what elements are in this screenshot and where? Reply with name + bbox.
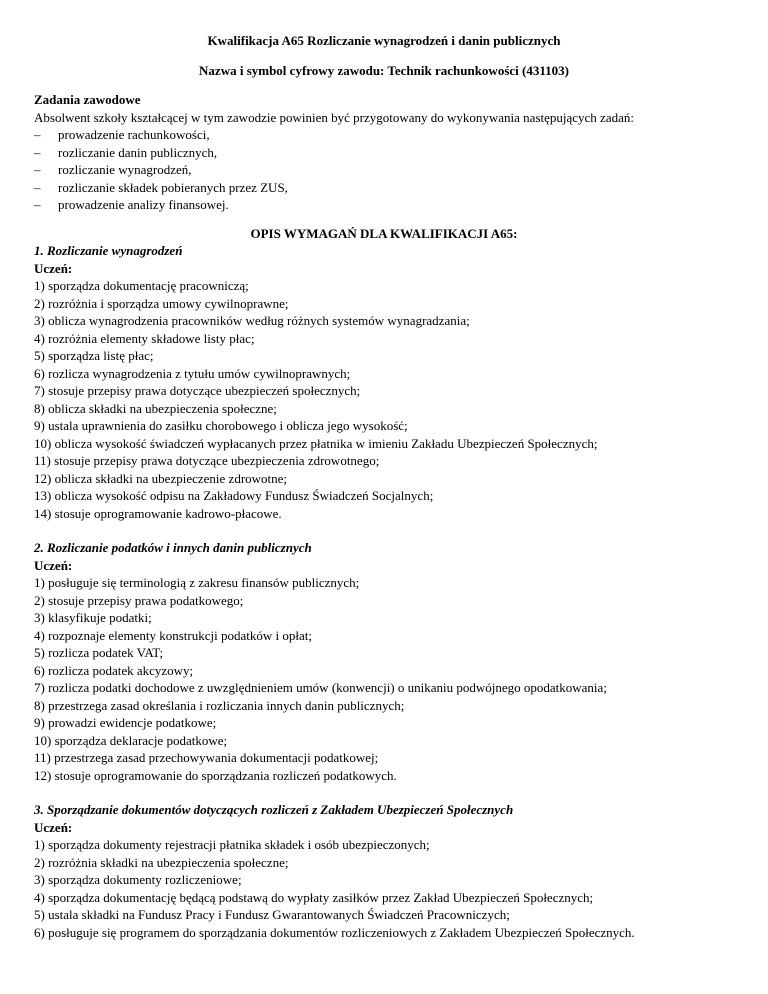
tasks-intro: Absolwent szkoły kształcącej w tym zawodzie powinien być przygotowany do wykonywania następujących zadań: (34, 109, 634, 125)
task-item-text: prowadzenie analizy finansowej. (58, 197, 229, 212)
requirement-item: 11) stosuje przepisy prawa dotyczące ubezpieczenia zdrowotnego; (34, 453, 380, 468)
student-label: Uczeń: (34, 260, 73, 276)
requirement-item: 6) rozlicza wynagrodzenia z tytułu umów cywilnoprawnych; (34, 365, 351, 381)
task-item-text: rozliczanie wynagrodzeń, (58, 162, 192, 177)
requirement-item: 4) rozróżnia elementy składowe listy płac; (34, 330, 255, 346)
requirement-item: 9) ustala uprawnienia do zasiłku chorobowego i oblicza jego wysokość; (34, 418, 408, 433)
dash-bullet: – (34, 197, 41, 212)
requirements-list (34, 574, 734, 784)
requirement-item: 7) stosuje przepisy prawa dotyczące ubezpieczeń społecznych; (34, 383, 361, 398)
requirement-item: 3) klasyfikuje podatki; (34, 610, 152, 625)
requirement-item: 9) prowadzi ewidencje podatkowe; (34, 715, 217, 730)
requirement-item: 4) rozpoznaje elementy konstrukcji podatków i opłat; (34, 627, 312, 643)
student-label: Uczeń: (34, 819, 73, 835)
requirement-item: 2) rozróżnia składki na ubezpieczenia społeczne; (34, 854, 289, 870)
tasks-list (34, 126, 734, 214)
requirement-item: 4) sporządza dokumentację będącą podstawą do wypłaty zasiłków przez Zakład Ubezpieczeń Społecznych; (34, 889, 594, 905)
section-title: 1. Rozliczanie wynagrodzeń (34, 243, 183, 258)
requirement-item: 7) rozlicza podatki dochodowe z uwzględnieniem umów (konwencji) o unikaniu podwójnego opodatkowania; (34, 680, 607, 695)
section-taxes (34, 539, 734, 784)
dash-bullet: – (34, 144, 41, 160)
requirement-item: 12) stosuje oprogramowanie do sporządzania rozliczeń podatkowych. (34, 767, 397, 783)
requirement-item: 1) posługuje się terminologią z zakresu finansów publicznych; (34, 575, 360, 590)
requirements-list (34, 277, 734, 522)
dash-bullet: – (34, 162, 41, 177)
section-title: 3. Sporządzanie dokumentów dotyczących rozliczeń z Zakładem Ubezpieczeń Społecznych (34, 802, 514, 817)
requirement-item: 1) sporządza dokumenty rejestracji płatnika składek i osób ubezpieczonych; (34, 837, 430, 852)
requirement-item: 3) sporządza dokumenty rozliczeniowe; (34, 872, 242, 887)
section-zus-documents (34, 801, 734, 941)
task-item (34, 126, 734, 144)
requirement-item: 14) stosuje oprogramowanie kadrowo-płacowe. (34, 505, 282, 521)
requirement-item: 2) rozróżnia i sporządza umowy cywilnoprawne; (34, 295, 289, 311)
task-item (34, 144, 734, 162)
student-label: Uczeń: (34, 557, 73, 573)
task-item (34, 161, 734, 179)
requirement-item: 5) sporządza listę płac; (34, 348, 154, 363)
requirements-list (34, 836, 734, 941)
dash-bullet: – (34, 179, 41, 195)
task-item-text: rozliczanie składek pobieranych przez ZUS, (58, 179, 288, 195)
requirement-item: 5) rozlicza podatek VAT; (34, 645, 164, 660)
dash-bullet: – (34, 127, 41, 142)
requirement-item: 2) stosuje przepisy prawa podatkowego; (34, 592, 244, 608)
requirements-heading: OPIS WYMAGAŃ DLA KWALIFIKACJI A65: (250, 225, 518, 241)
requirement-item: 11) przestrzega zasad przechowywania dokumentacji podatkowej; (34, 750, 379, 765)
requirement-item: 10) sporządza deklaracje podatkowe; (34, 732, 228, 748)
requirement-item: 13) oblicza wysokość odpisu na Zakładowy Fundusz Świadczeń Socjalnych; (34, 488, 434, 503)
tasks-heading: Zadania zawodowe (34, 92, 141, 107)
section-title: 2. Rozliczanie podatków i innych danin publicznych (34, 540, 312, 555)
requirement-item: 8) oblicza składki na ubezpieczenia społeczne; (34, 400, 277, 416)
requirement-item: 12) oblicza składki na ubezpieczenie zdrowotne; (34, 470, 288, 486)
profession-name: Nazwa i symbol cyfrowy zawodu: Technik rachunkowości (431103) (199, 62, 569, 78)
task-item-text: prowadzenie rachunkowości, (58, 127, 210, 142)
requirement-item: 8) przestrzega zasad określania i rozliczania innych danin publicznych; (34, 697, 405, 713)
requirement-item: 1) sporządza dokumentację pracowniczą; (34, 278, 249, 293)
requirement-item: 6) posługuje się programem do sporządzania dokumentów rozliczeniowych z Zakładem Ubezpieczeń Społecznych. (34, 924, 635, 940)
task-item (34, 179, 734, 197)
task-item (34, 196, 734, 214)
task-item-text: rozliczanie danin publicznych, (58, 144, 218, 160)
requirement-item: 6) rozlicza podatek akcyzowy; (34, 662, 194, 678)
requirement-item: 5) ustala składki na Fundusz Pracy i Fundusz Gwarantowanych Świadczeń Pracowniczych; (34, 907, 510, 922)
requirement-item: 3) oblicza wynagrodzenia pracowników według różnych systemów wynagradzania; (34, 313, 470, 328)
section-payroll (34, 242, 734, 522)
document-title: Kwalifikacja A65 Rozliczanie wynagrodzeń i danin publicznych (207, 33, 561, 48)
requirement-item: 10) oblicza wysokość świadczeń wypłacanych przez płatnika w imieniu Zakładu Ubezpieczeń Społecznych; (34, 435, 598, 451)
